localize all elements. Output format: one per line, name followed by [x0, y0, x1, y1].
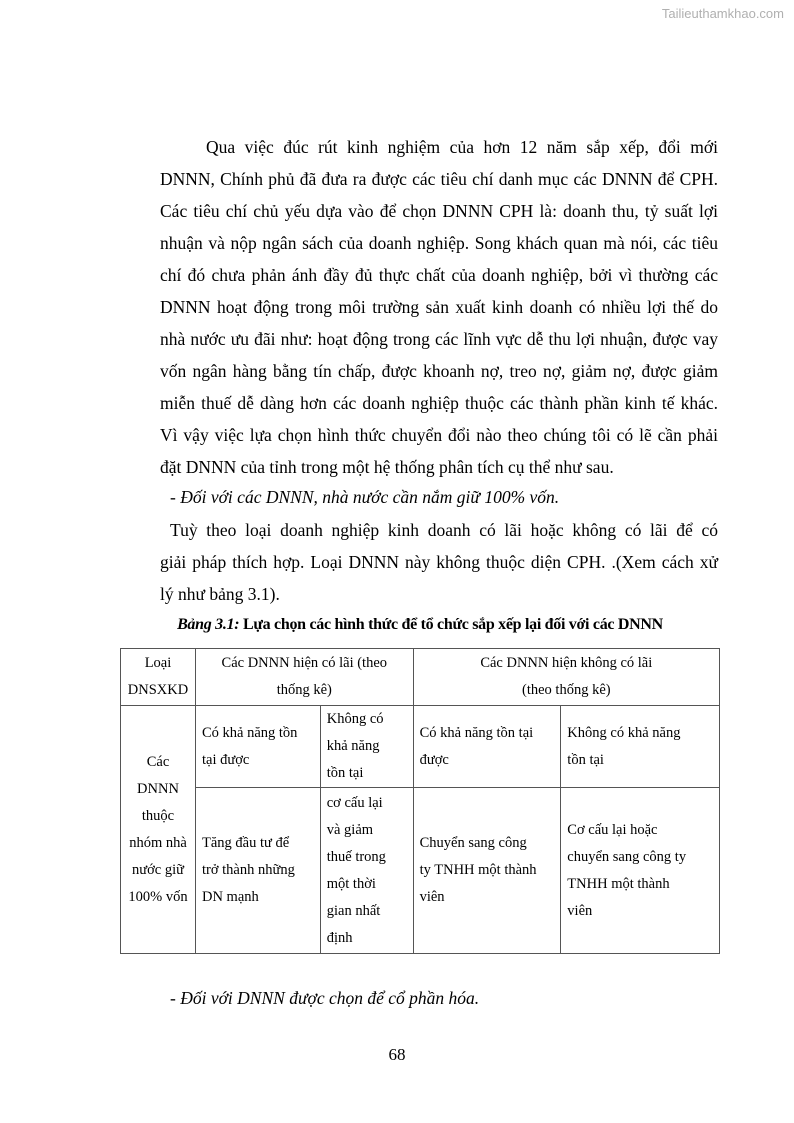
cell-line: 100% vốn — [128, 888, 188, 905]
cell-line: một thời — [326, 875, 376, 892]
cell-line: DN mạnh — [201, 889, 259, 905]
table-cell — [561, 788, 720, 954]
header-unprofitable — [413, 649, 719, 706]
cell-line: Không có — [326, 711, 384, 727]
subheader-cell — [561, 706, 720, 788]
text-line: nhuận và nộp ngân sách của doanh nghiệp. Song khách quan mà nói, các tiêu — [160, 233, 718, 253]
cell-line: trở thành những — [201, 862, 295, 878]
cell-line: (theo thống kê) — [522, 682, 611, 698]
cell-line: Chuyển sang công — [419, 835, 527, 851]
section-heading-2: - Đối với DNNN được chọn để cổ phần hóa. — [170, 988, 480, 1008]
text-line: DNNN, Chính phủ đã đưa ra được các tiêu chí danh mục các DNNN để CPH. — [160, 169, 718, 189]
text-line: Vì vậy việc lựa chọn hình thức chuyển đổi nào theo chúng tôi có lẽ cần phải — [160, 425, 718, 445]
cell-line: khả năng — [326, 738, 380, 754]
paragraph-2 — [160, 514, 718, 610]
text-line: lý như bảng 3.1). — [160, 584, 280, 604]
text-line: Qua việc đúc rút kinh nghiệm của hơn 12 năm sắp xếp, đổi mới — [206, 137, 718, 157]
page-number: 68 — [388, 1045, 406, 1064]
paragraph-1 — [160, 131, 718, 483]
text-line: Tuỳ theo loại doanh nghiệp kinh doanh có lãi hoặc không có lãi để có — [170, 520, 718, 540]
table-cell — [413, 788, 561, 954]
cell-line: Tăng đầu tư để — [201, 835, 290, 851]
row-label — [121, 706, 196, 954]
cell-line: Cơ cấu lại hoặc — [567, 821, 658, 838]
text-line: đặt DNNN của tỉnh trong một hệ thống phân tích cụ thể như sau. — [160, 457, 614, 477]
cell-line: DNSXKD — [127, 682, 189, 698]
cell-line: viên — [419, 889, 445, 905]
table-cell — [320, 788, 413, 954]
cell-line: tồn tại — [326, 765, 364, 781]
subheader-cell — [195, 706, 320, 788]
caption-label: Bảng 3.1: — [177, 616, 240, 633]
table-cell — [195, 788, 320, 954]
table-caption — [120, 616, 720, 634]
cell-line: Có khả năng tồn — [201, 724, 298, 741]
cell-line: Các DNNN hiện không có lãi — [480, 655, 653, 671]
cell-line: thuế trong — [326, 848, 386, 865]
cell-line: Các DNNN hiện có lãi (theo — [221, 655, 388, 671]
text-line: giải pháp thích hợp. Loại DNNN này không thuộc diện CPH. .(Xem cách xử — [160, 552, 718, 572]
header-profitable — [195, 649, 413, 706]
cell-line: định — [326, 929, 353, 946]
text-line: DNNN hoạt động trong môi trường sản xuất kinh doanh có nhiều lợi thế do — [160, 297, 718, 317]
cell-line: Loại — [144, 655, 172, 671]
cell-line: viên — [567, 902, 593, 919]
text-line: chí đó chưa phản ánh đầy đủ thực chất của doanh nghiệp, bởi vì thường các — [160, 265, 718, 285]
cell-line: và giảm — [326, 821, 374, 838]
cell-line: thống kê) — [276, 682, 332, 698]
cell-line: tại được — [201, 751, 250, 768]
header-type — [121, 649, 196, 706]
text-line: vốn ngân hàng bằng tín chấp, được khoanh nợ, treo nợ, giảm nợ, được giảm — [160, 361, 718, 381]
cell-line: ty TNHH một thành — [419, 862, 537, 878]
cell-line: Có khả năng tồn tại — [419, 724, 534, 741]
cell-line: TNHH một thành — [567, 875, 670, 892]
cell-line: nhóm nhà — [129, 834, 187, 851]
cell-line: được — [419, 751, 449, 768]
cell-line: nước giữ — [132, 861, 184, 878]
text-line: nhà nước ưu đãi như: hoạt động trong các lĩnh vực dễ thu lợi nhuận, được vay — [160, 329, 718, 349]
text-line: Các tiêu chí chủ yếu dựa vào để chọn DNNN CPH là: doanh thu, tỷ suất lợi — [160, 201, 718, 221]
caption-text: Lựa chọn các hình thức để tổ chức sắp xếp lại đối với các DNNN — [239, 616, 663, 633]
cell-line: Các — [146, 753, 170, 770]
cell-line: DNNN thuộc — [137, 780, 179, 824]
cell-line: Không có khả năng — [567, 724, 681, 741]
text-line: miễn thuế dễ dàng hơn các doanh nghiệp thuộc các thành phần kinh tế khác. — [160, 393, 718, 413]
cell-line: gian nhất — [326, 902, 381, 919]
watermark: Tailieuthamkhao.com — [661, 6, 784, 21]
subheader-cell — [320, 706, 413, 788]
options-table — [120, 648, 720, 954]
cell-line: chuyển sang công ty — [567, 848, 687, 865]
cell-line: tồn tại — [567, 751, 604, 768]
section-heading-1: - Đối với các DNNN, nhà nước cần nắm giữ 100% vốn. — [170, 487, 560, 507]
cell-line: cơ cấu lại — [326, 794, 383, 811]
subheader-cell — [413, 706, 561, 788]
